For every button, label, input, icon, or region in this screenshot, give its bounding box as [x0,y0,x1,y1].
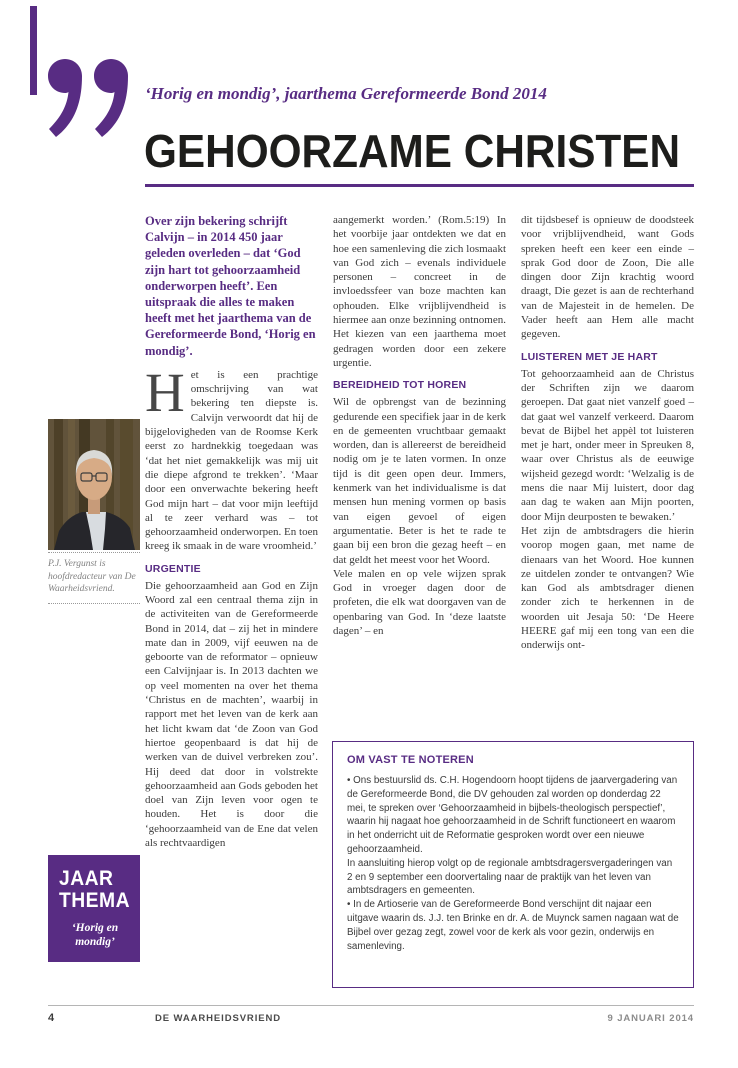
jaarthema-badge [48,855,140,962]
footer-page-number: 4 [48,1012,55,1024]
kicker: ‘Horig en mondig’, jaarthema Gereformeerde Bond 2014 [145,84,547,103]
photo-caption: P.J. Vergunst is hoofdredacteur van De Waarheidsvriend. [48,552,140,604]
title-rule [145,184,694,187]
jaarthema-subtitle: ‘Horig en mondig’ [71,922,119,948]
drop-cap: H [145,361,185,423]
paragraph-continuation: aangemerkt worden.’ (Rom.5:19) In het voorbije jaar ontdekten we dat en hoe een samenleving die zich losmaakt van God zich – evenals individuele personen – concreet in de invloedssfeer van boze machten kan ophouden. Elke vrijblijvendheid is hiermee aan onze bezinning ontnomen. Het kiezen van een jaarthema moet gedragen worden door een zekere urgentie. [333,214,506,369]
note-box [332,741,694,988]
footer-date: 9 JANUARI 2014 [607,1013,694,1024]
paragraph-bereidheid: Wil de opbrengst van de bezinning gedurende een specifiek jaar in de kerk en de gemeenten vruchtbaar gemaakt worden, dan is allereerst de bereidheid nodig om je te laten vormen. In onze tijd is dit geen open deur. Immers, kenmerk van het individualisme is dat mensen hun mening vormen op basis van eigen gevoel of eigen argumentatie. Beter is het te rade te gaan bij een bron die gezag heeft – en dat geldt het meest voor het Woord. [333,396,506,566]
paragraph-tijdsbesef: dit tijdsbesef is opnieuw de doodsteek voor vrijblijvendheid, want Gods spreken heeft een keer een einde – sprak God door de Zoon, Die alle dingen door Zijn krachtig woord draagt, Die gezet is aan de rechterhand van de Majesteit in de hemelen. De Vader heeft aan Hem alle macht gegeven. [521,214,694,341]
portrait-photo [48,419,140,550]
article-title: GEHOORZAME CHRISTEN [144,125,681,177]
section-heading-urgentie: URGENTIE [145,562,201,575]
closing-double-quote-icon [48,56,128,140]
note-box-item: • Ons bestuurslid ds. C.H. Hogendoorn hoopt tijdens de jaarvergadering van de Gereformeerde Bond, die DV gehouden zal worden op donderdag 22 mei, te spreken over ‘Gehoorzaamheid in bijbels-theologisch perspectief’, waarin hij nagaat hoe gehoorzaamheid in de Schrift functioneert en waarom in het onderricht uit de Reformatie gesproken wordt over een nieuwe gehoorzaamheid. [347,775,678,855]
section-heading-luisteren: LUISTEREN MET JE HART [521,350,658,363]
note-box-item: • In de Artioserie van de Gereformeerde Bond verschijnt dit najaar een uitgave waarin ds. J.J. ten Brinke en dr. A. de Muynck samen nagaan wat de Bijbel over gezag zegt, zowel voor de kerk als voor gezin, onderwijs en samenleving. [347,899,679,952]
footer-rule [48,1005,694,1006]
intro-paragraph: Over zijn bekering schrijft Calvijn – in 2014 450 jaar geleden overleden – dat ‘God zijn hart tot gehoorzaamheid onderworpen heeft’. Een uitspraak die alles te maken heeft met het jaarthema van de Gereformeerde Bond, ‘Horig en mondig’. [145,214,316,358]
paragraph-luisteren: Tot gehoorzaamheid aan de Christus der Schriften zijn we daarom geroepen. Dat gaat niet vanzelf goed – dat gaat wel vanzelf verkeerd. Daarom bevat de Bijbel het appèl tot luisteren met je hart, onder meer in Spreuken 8, waar over Christus als de eeuwige wijsheid gezegd wordt: ‘Welzalig is de mens die naar Mij luistert, door dag aan dag te waken aan Mijn poorten, door Mijn deurposten te bewaken.’ [521,367,694,523]
jaarthema-word-1: JAAR [59,867,114,890]
jaarthema-word-2: THEMA [59,889,130,912]
paragraph-ambtsdragers: Het zijn de ambtsdragers die hierin voorop mogen gaan, met name de dienaars van het Woord. Hoe kunnen ze uitdelen zonder te ontvangen? Wie kan God als ambtsdrager dienen zonder zich te herkennen in de woorden uit Jesaja 50: ‘De Heere HEERE gaf mij een tong van een die onderwijs ont- [521,524,694,652]
page-edge-mark [30,6,37,95]
note-box-item: In aansluiting hierop volgt op de regionale ambtsdragersvergaderingen van 2 en 9 september een doorvertaling naar de praktijk van het leven van ambtsdragers en gemeenten. [347,857,673,897]
opening-text: et is een prachtige omschrijving van wat bekering ten diepste is. Calvijn verwoordt dat hij de bijgelovigheden van de Roomse Kerk eerst zo hardnekkig toegedaan was ‘dat het niet gemakkelijk was mij uit die diepe afgrond te trekken’. ‘Maar door een onverwachte bekering heeft God mijn hart – dat voor mijn leeftijd al te zeer verhard was – tot gehoorzaamheid onderworpen. En toen kreeg ik smaak in de ware vroomheid.’ [145,368,318,553]
column-1 [145,213,318,850]
footer-magazine-name: DE WAARHEIDSVRIEND [155,1013,281,1024]
paragraph-vele-malen: Vele malen en op vele wijzen sprak God in vroeger dagen door de profeten, die elk wat doorgaven van de openbaring van God. In ‘deze laatste dagen’ – en [333,567,506,638]
opening-paragraph [145,361,318,554]
note-box-heading: OM VAST TE NOTEREN [347,754,474,766]
section-heading-bereidheid: BEREIDHEID TOT HOREN [333,379,467,392]
paragraph-urgentie: Die gehoorzaamheid aan God en Zijn Woord zal een centraal thema zijn in de activiteiten van de Gereformeerde Bond in 2014, dat – zij het in mindere mate dan in 2009, vijf eeuwen na de geboorte van de reformator – opnieuw een Calvijnjaar is. In 2013 dachten we op veel momenten na over het thema ‘Christus en de machten’, waarbij in rapport met het leven van de kerk aan het licht kwam dat ‘de Zoon van God hiertoe geopenbaard is dat hij de werken van de duivel verbreken zou’. Hij deed dat door in volstrekte gehoorzaamheid aan Gods geboden het doel van Zijn leven voor ogen te houden. Het is door die ‘gehoorzaamheid van de Ene dat velen als rechtvaardigen [145,579,318,850]
